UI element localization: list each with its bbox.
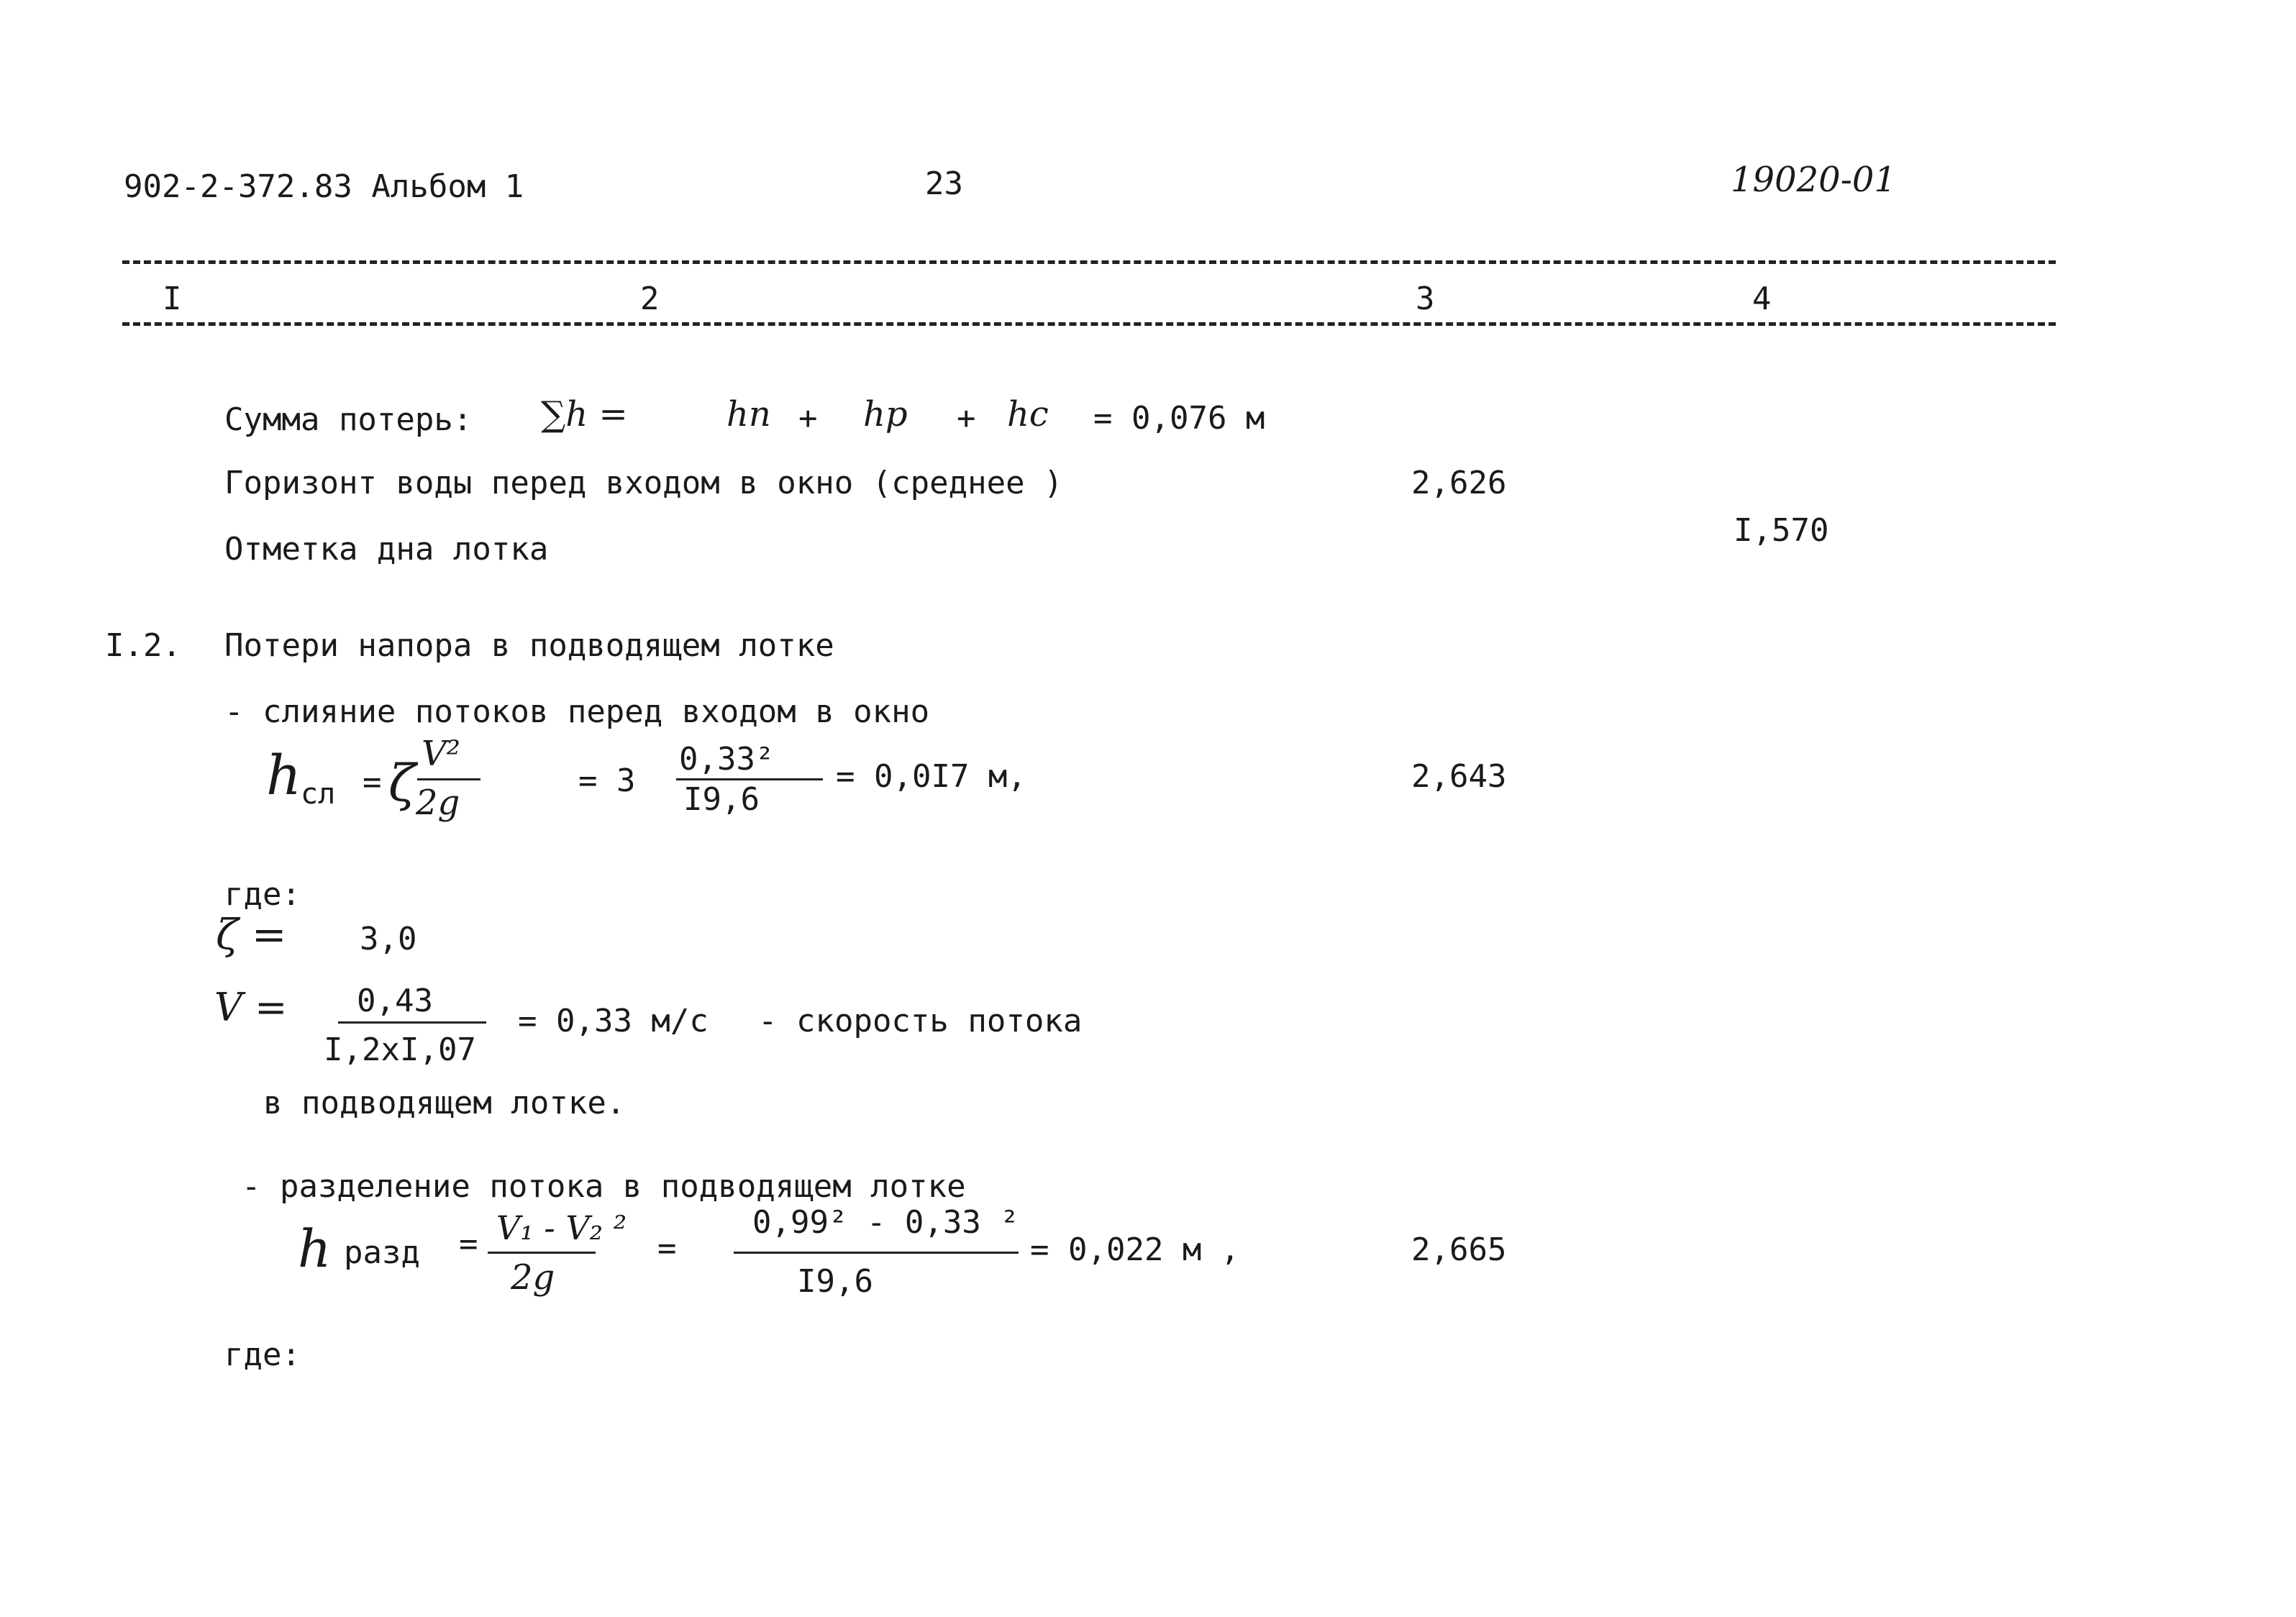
v-description-continued: в подводящем лотке. [263,1085,626,1121]
merge-frac1-denominator: 2g [416,783,460,823]
merge-equals-2: = 3 [578,762,636,799]
split-frac2-line [734,1252,1019,1254]
losses-sum-result: = 0,076 м [1093,400,1265,437]
split-lhs: h [298,1219,332,1279]
merge-frac2-line [676,778,823,780]
archive-number: 19020-01 [1731,160,1896,200]
sum-symbol: ∑h = [541,394,628,434]
loss-hc: hc [1007,394,1049,434]
zeta-symbol: ζ [388,754,416,813]
v-numerator: 0,43 [357,983,433,1019]
merge-lhs-subscript: сл [301,778,336,811]
where-label-1: где: [224,876,301,913]
loss-hp: hp [863,394,908,434]
v-fraction-line [338,1021,486,1024]
v-description: - скорость потока [758,1003,1083,1039]
split-equals-1: = [459,1226,478,1262]
losses-sum-label: Сумма потерь: [224,401,473,438]
merge-lhs: h [266,743,301,807]
column-number-2: 2 [640,281,660,317]
split-frac1-denominator: 2g [511,1257,555,1298]
zeta-definition-symbol: ζ = [216,910,287,959]
merge-label: - слияние потоков перед входом в окно [224,693,930,730]
column-header-top-rule [122,260,2056,264]
column-header-bottom-rule [122,322,2056,326]
page-number: 23 [925,165,963,202]
plus-sign-1: + [798,400,818,437]
tray-bottom-value: I,570 [1734,512,1829,549]
split-frac2-denominator: I9,6 [797,1263,873,1300]
merge-frac1-line [417,778,480,780]
merge-frac1-numerator: V² [422,734,460,774]
split-frac1-numerator: V₁ - V₂ ² [496,1208,627,1247]
section-title: Потери напора в подводящем лотке [224,627,834,664]
where-label-2: где: [224,1336,301,1373]
tray-bottom-label: Отметка дна лотка [224,531,549,568]
split-equals-2: = [657,1230,677,1267]
merge-result: = 0,0I7 м, [836,758,1026,795]
merge-frac2-numerator: 0,33² [679,741,775,778]
plus-sign-2: + [957,400,976,437]
split-frac2-numerator: 0,99² - 0,33 ² [752,1204,1019,1241]
column-number-1: I [163,281,182,317]
loss-hn: hn [726,394,771,434]
v-denominator: I,2xI,07 [324,1031,476,1068]
split-result: = 0,022 м , [1030,1231,1240,1268]
split-frac1-line [488,1252,596,1254]
split-label: - разделение потока в подводящем лотке [242,1168,966,1205]
water-level-label: Горизонт воды перед входом в окно (среднее ) [224,465,1063,501]
v-definition-symbol: V = [214,985,288,1030]
document-code: 902-2-372.83 Альбом 1 [124,168,524,205]
merge-frac2-denominator: I9,6 [683,781,760,818]
v-result: = 0,33 м/с [518,1003,709,1039]
section-number: I.2. [105,627,181,664]
split-lhs-subscript: разд [344,1234,420,1271]
split-value: 2,665 [1411,1231,1507,1268]
water-level-value: 2,626 [1411,465,1507,501]
column-number-4: 4 [1752,281,1772,317]
merge-equals-1: = [363,764,382,801]
column-number-3: 3 [1416,281,1435,317]
merge-value: 2,643 [1411,758,1507,795]
zeta-definition-value: 3,0 [360,921,417,957]
